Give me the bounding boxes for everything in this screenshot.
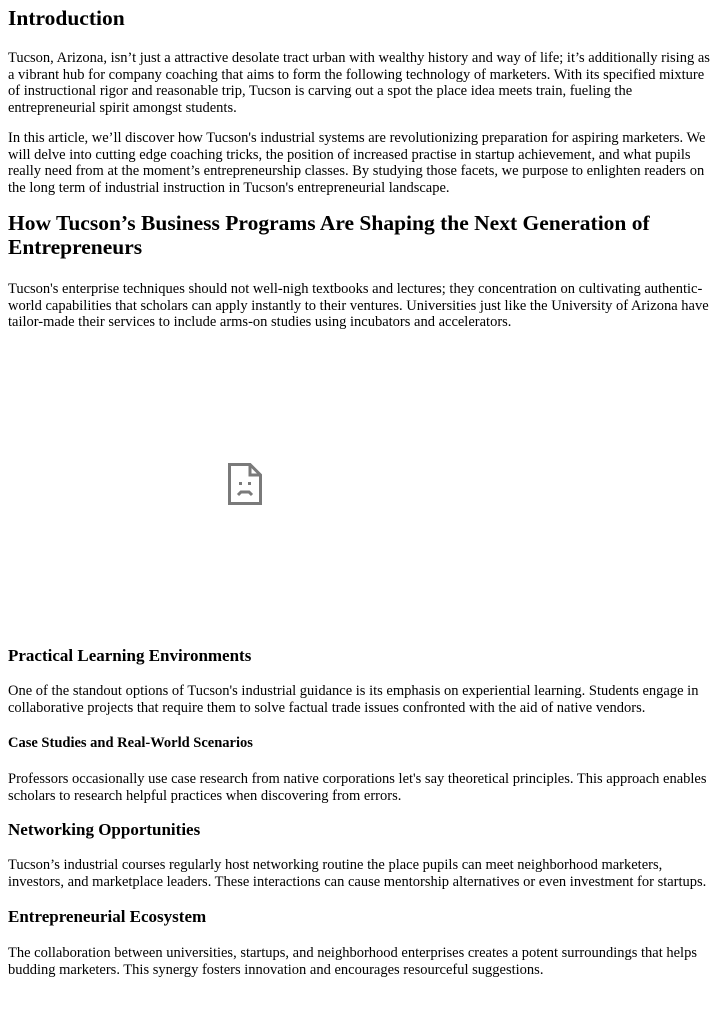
- intro-heading: Introduction: [8, 6, 125, 30]
- practical-paragraph: One of the standout options of Tucson's industrial guidance is its emphasis on experiential learning. Students engage in collaborative projects that require them to solve factual trade issues confronted with the aid of native vendors.: [8, 683, 699, 716]
- ecosystem-paragraph: The collaboration between universities, startups, and neighborhood enterprises creates a potent surroundings that helps budding marketers. This synergy fosters innovation and encourages resourceful suggestions.: [8, 945, 697, 978]
- networking-heading: Networking Opportunities: [8, 820, 201, 839]
- ecosystem-heading: Entrepreneurial Ecosystem: [8, 907, 207, 926]
- practical-heading: Practical Learning Environments: [8, 646, 252, 665]
- programs-heading: How Tucson’s Business Programs Are Shaping the Next Generation of Entrepreneurs: [8, 211, 650, 259]
- programs-paragraph: Tucson's enterprise techniques should not well-nigh textbooks and lectures; they concentration on cultivating authentic-world capabilities that scholars can apply instantly to their ventures. Universities just like the University of Arizona have tailor-made their services to include arms-on studies using incubators and accelerators.: [8, 281, 709, 330]
- intro-paragraph-1: Tucson, Arizona, isn’t just a attractive desolate tract urban with wealthy history and way of life; it’s additionally rising as a vibrant hub for company coaching that aims to form the following technology of marketers. With its specified mixture of instructional rigor and reasonable trip, Tucson is carving out a spot the place idea meets train, fueling the entrepreneurial spirit amongst students.: [8, 50, 710, 116]
- intro-paragraph-2: In this article, we’ll discover how Tucson's industrial systems are revolutionizing preparation for aspiring marketers. We will delve into cutting edge coaching tricks, the position of increased practise in startup achievement, and what pupils really need from at the moment’s entrepreneurship classes. By studying those facets, we purpose to enlighten readers on the long term of industrial instruction in Tucson's entrepreneurial landscape.: [8, 130, 706, 196]
- broken-image-icon: [228, 463, 262, 505]
- case-studies-heading: Case Studies and Real-World Scenarios: [8, 735, 253, 751]
- case-studies-paragraph: Professors occasionally use case research from native corporations let's say theoretical principles. This approach enables scholars to research helpful practices when discovering from errors.: [8, 771, 707, 804]
- networking-paragraph: Tucson’s industrial courses regularly host networking routine the place pupils can meet neighborhood marketers, investors, and marketplace leaders. These interactions can cause mentorship alternatives or even investment for startups.: [8, 857, 707, 890]
